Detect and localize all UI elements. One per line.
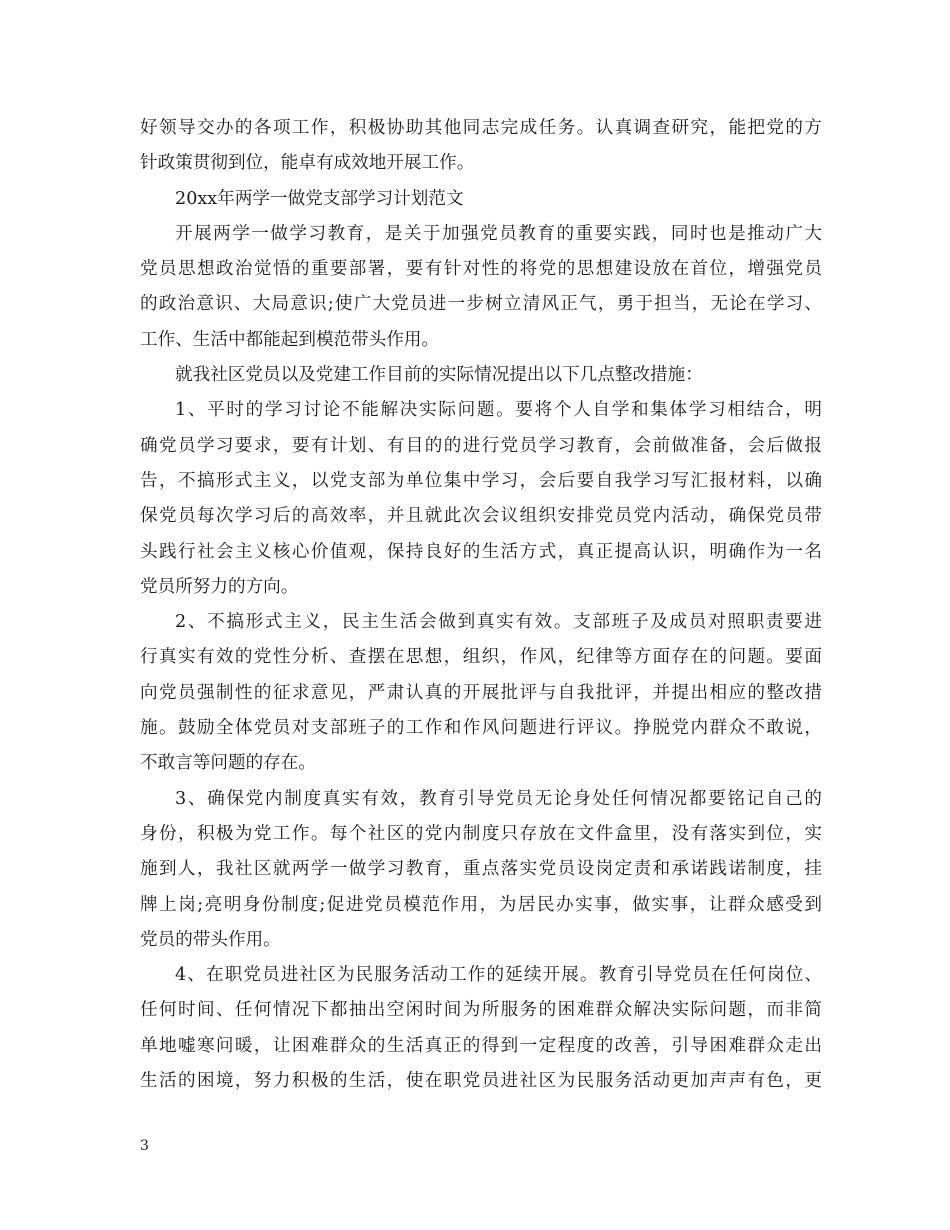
text-line: 党员的带头作用。 (140, 929, 281, 950)
page-number: 3 (140, 1138, 149, 1154)
text-line: 好领导交办的各项工作，积极协助其他同志完成任务。认真调查研究，能把党的方 (140, 118, 822, 138)
text-line: 1、平时的学习讨论不能解决实际问题。要将个人自学和集体学习相结合，明 (175, 400, 822, 421)
text-line: 就我社区党员以及党建工作目前的实际情况提出以下几点整改措施： (175, 365, 703, 386)
text-line: 针政策贯彻到位，能卓有成效地开展工作。 (140, 153, 475, 174)
text-line: 2、不搞形式主义，民主生活会做到真实有效。支部班子及成员对照职责要进 (175, 612, 822, 633)
text-line: 生活的困境，努力积极的生活，使在职党员进社区为民服务活动更加声声有色，更 (140, 1071, 822, 1092)
text-line: 施到人，我社区就两学一做学习教育，重点落实党员设岗定责和承诺践诺制度，挂 (140, 859, 822, 880)
text-line: 单地嘘寒问暖，让困难群众的生活真正的得到一定程度的改善，引导困难群众走出 (140, 1035, 822, 1056)
text-line: 行真实有效的党性分析、查摆在思想，组织，作风，纪律等方面存在的问题。要面 (140, 647, 822, 668)
text-line: 保党员每次学习后的高效率，并且就此次会议组织安排党员党内活动，确保党员带 (140, 506, 822, 527)
text-line: 工作、生活中都能起到模范带头作用。 (140, 329, 440, 350)
text-line: 确党员学习要求，要有计划、有目的的进行党员学习教育，会前做准备，会后做报 (140, 435, 822, 456)
text-line: 4、在职党员进社区为民服务活动工作的延续开展。教育引导党员在任何岗位、 (175, 965, 822, 986)
text-line: 头践行社会主义核心价值观，保持良好的生活方式，真正提高认识，明确作为一名 (140, 541, 822, 562)
text-line: 党员思想政治觉悟的重要部署，要有针对性的将党的思想建设放在首位，增强党员 (140, 259, 822, 280)
text-line: 20xx年两学一做党支部学习计划范文 (175, 188, 464, 209)
text-line: 的政治意识、大局意识;使广大党员进一步树立清风正气，勇于担当，无论在学习、 (140, 294, 822, 315)
body-text (140, 111, 822, 1099)
text-line: 任何时间、任何情况下都抽出空闲时间为所服务的困难群众解决实际问题，而非简 (140, 1000, 822, 1021)
text-line: 身份，积极为党工作。每个社区的党内制度只存放在文件盒里，没有落实到位，实 (140, 823, 822, 844)
text-line: 施。鼓励全体党员对支部班子的工作和作风问题进行评议。挣脱党内群众不敢说， (140, 718, 822, 739)
text-line: 告，不搞形式主义，以党支部为单位集中学习，会后要自我学习写汇报材料，以确 (140, 470, 822, 491)
text-line: 向党员强制性的征求意见，严肃认真的开展批评与自我批评，并提出相应的整改措 (140, 682, 822, 703)
text-line: 牌上岗;亮明身份制度;促进党员模范作用，为居民办实事，做实事，让群众感受到 (140, 894, 822, 915)
text-line: 3、确保党内制度真实有效，教育引导党员无论身处任何情况都要铭记自己的 (175, 788, 822, 809)
text-line: 开展两学一做学习教育，是关于加强党员教育的重要实践，同时也是推动广大 (175, 223, 822, 244)
text-line: 不敢言等问题的存在。 (140, 753, 316, 774)
text-line: 党员所努力的方向。 (140, 576, 299, 597)
